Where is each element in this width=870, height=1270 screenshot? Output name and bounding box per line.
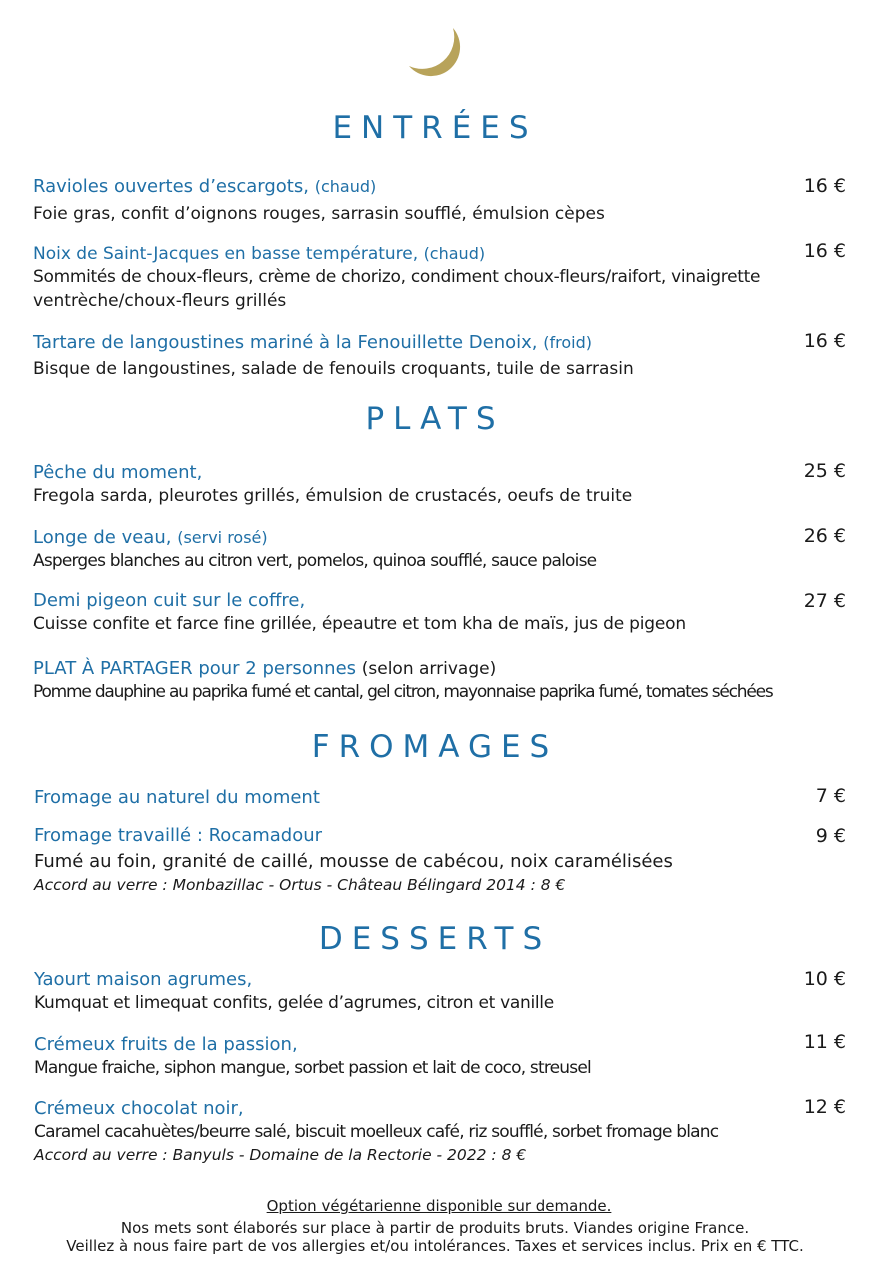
item-name: Fromage au naturel du moment: [34, 787, 320, 808]
item-name: PLAT À PARTAGER pour 2 personnes: [33, 658, 357, 679]
wine-pairing: Accord au verre : Monbazillac - Ortus - Château Bélingard 2014 : 8 €: [34, 876, 566, 894]
item-name: Noix de Saint-Jacques en basse température,: [33, 244, 419, 264]
item-name: Ravioles ouvertes d’escargots,: [33, 176, 309, 197]
item-description: Bisque de langoustines, salade de fenouils croquants, tuile de sarrasin: [33, 359, 634, 379]
wine-pairing: Accord au verre : Banyuls - Domaine de la Rectorie - 2022 : 8 €: [34, 1146, 527, 1164]
item-description: Caramel cacahuètes/beurre salé, biscuit moelleux café, riz soufflé, sorbet fromage blanc: [34, 1122, 719, 1142]
item-name: Pêche du moment,: [33, 462, 203, 483]
crescent-moon-icon: [401, 20, 473, 92]
item-price: 12 €: [803, 1096, 846, 1118]
item-price: 7 €: [815, 785, 846, 807]
menu-item: [34, 969, 854, 1015]
item-description: Cuisse confite et farce fine grillée, épeautre et tom kha de maïs, jus de pigeon: [33, 614, 686, 634]
item-price: 16 €: [803, 330, 846, 352]
menu-item: [33, 332, 853, 381]
item-price: 26 €: [803, 525, 846, 547]
item-note: (servi rosé): [177, 528, 268, 547]
vegetarian-note: Option végétarienne disponible sur demande.: [266, 1197, 612, 1215]
item-description: Fumé au foin, granité de caillé, mousse de cabécou, noix caramélisées: [34, 851, 673, 872]
item-price: 16 €: [803, 175, 846, 197]
item-name: Longe de veau,: [33, 527, 172, 548]
section-title-fromages: FROMAGES: [311, 729, 559, 765]
menu-item: [33, 176, 853, 226]
menu-item: [33, 527, 853, 573]
menu-item: [34, 787, 854, 809]
item-note: (chaud): [423, 244, 486, 263]
item-description: Sommités de choux-fleurs, crème de chorizo, condiment choux-fleurs/raifort, vinaigrette: [33, 267, 761, 287]
section-title-plats: PLATS: [365, 401, 505, 437]
menu-item: [33, 462, 853, 508]
item-note: (selon arrivage): [361, 659, 497, 679]
item-price: 11 €: [803, 1031, 846, 1053]
menu-item: [33, 590, 853, 636]
footer: [0, 1197, 870, 1255]
item-description: Foie gras, confit d’oignons rouges, sarrasin soufflé, émulsion cèpes: [33, 204, 605, 224]
item-description: Kumquat et limequat confits, gelée d’agrumes, citron et vanille: [34, 993, 554, 1013]
item-description: Asperges blanches au citron vert, pomelos, quinoa soufflé, sauce paloise: [33, 551, 597, 571]
item-name: Demi pigeon cuit sur le coffre,: [33, 590, 306, 611]
item-price: 27 €: [803, 590, 846, 612]
item-note: (chaud): [314, 177, 377, 196]
item-description-cont: ventrèche/choux-fleurs grillés: [33, 291, 287, 311]
footer-line-2: Veillez à nous faire part de vos allergies et/ou intolérances. Taxes et services inclus. Prix en € TTC.: [66, 1237, 804, 1255]
menu-item: [34, 825, 854, 896]
item-price: 25 €: [803, 460, 846, 482]
item-price: 9 €: [815, 825, 846, 847]
item-name: Fromage travaillé : Rocamadour: [34, 825, 323, 846]
menu-item: [34, 1034, 854, 1080]
item-price: 16 €: [803, 240, 846, 262]
item-price: 10 €: [803, 968, 846, 990]
item-description: Mangue fraiche, siphon mangue, sorbet passion et lait de coco, streusel: [34, 1058, 591, 1078]
item-note: (froid): [543, 333, 592, 352]
item-name: Crémeux chocolat noir,: [34, 1098, 244, 1119]
item-name: Yaourt maison agrumes,: [34, 969, 253, 990]
menu-item: [33, 658, 853, 704]
item-description: Fregola sarda, pleurotes grillés, émulsion de crustacés, oeufs de truite: [33, 486, 633, 506]
footer-line-1: Nos mets sont élaborés sur place à partir de produits bruts. Viandes origine France.: [120, 1219, 750, 1237]
item-name: Crémeux fruits de la passion,: [34, 1034, 298, 1055]
menu-item: [33, 243, 853, 313]
item-name: Tartare de langoustines mariné à la Fenouillette Denoix,: [33, 332, 538, 353]
menu-item: [34, 1098, 854, 1166]
item-description: Pomme dauphine au paprika fumé et cantal, gel citron, mayonnaise paprika fumé, tomates séchées: [33, 682, 773, 702]
section-title-entrees: ENTRÉES: [332, 110, 538, 146]
section-title-desserts: DESSERTS: [318, 921, 552, 957]
